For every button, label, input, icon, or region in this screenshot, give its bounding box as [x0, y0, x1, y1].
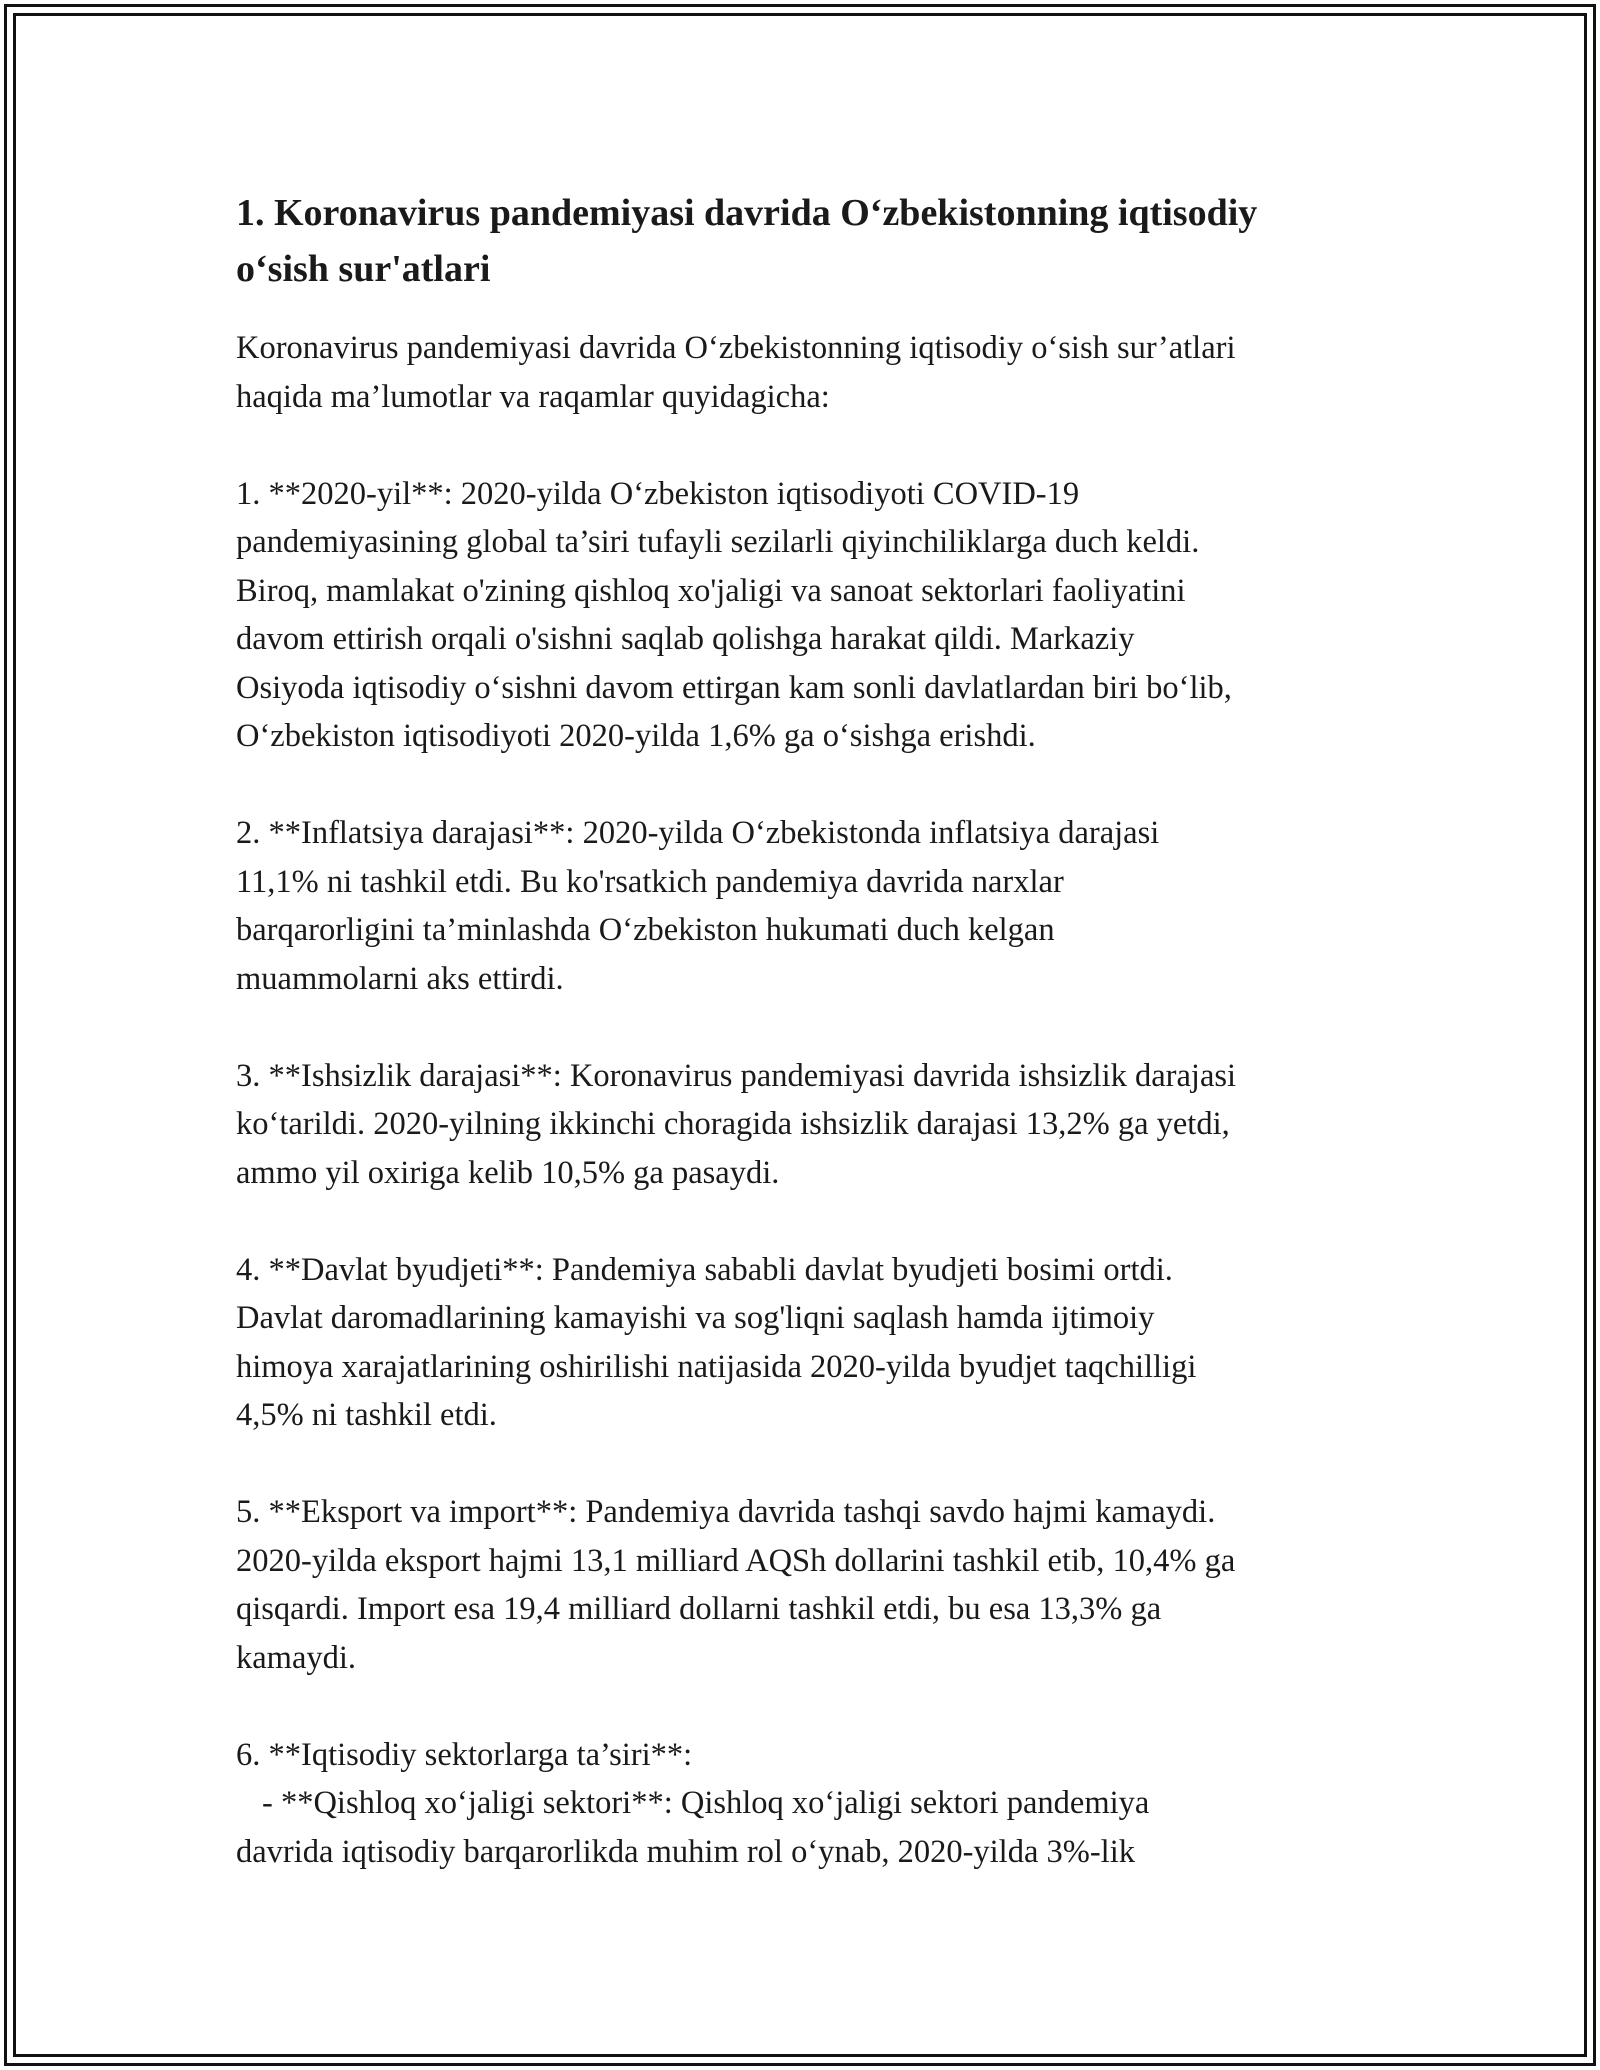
section-line: himoya xarajatlarining oshirilishi natijasida 2020-yilda byudjet taqchilligi — [236, 1348, 1197, 1385]
title-line: o‘sish sur'atlari — [236, 248, 491, 290]
paragraph-gap — [236, 1003, 1376, 1052]
section-line: 11,1% ni tashkil etdi. Bu ko'rsatkich pandemiya davrida narxlar — [236, 863, 1064, 900]
section-line: 3. **Ishsizlik darajasi**: Koronavirus pandemiyasi davrida ishsizlik darajasi — [236, 1057, 1237, 1094]
sub-item-line: - **Qishloq xo‘jaligi sektori**: Qishloq xo‘jaligi sektori pandemiya — [262, 1785, 1150, 1821]
section-line: 5. **Eksport va import**: Pandemiya davrida tashqi savdo hajmi kamaydi. — [236, 1494, 1216, 1530]
section-line: 2020-yilda eksport hajmi 13,1 milliard AQSh dollarini tashkil etib, 10,4% ga — [236, 1542, 1236, 1579]
document-body — [236, 185, 1376, 1876]
section-line: Davlat daromadlarining kamayishi va sog'liqni saqlash hamda ijtimoiy — [236, 1300, 1155, 1336]
section-line: O‘zbekiston iqtisodiyoti 2020-yilda 1,6% ga o‘sishga erishdi. — [236, 718, 1036, 754]
section-line: pandemiyasining global ta’siri tufayli sezilarli qiyinchiliklarga duch keldi. — [236, 524, 1200, 560]
section-line: 6. **Iqtisodiy sektorlarga ta’siri**: — [236, 1736, 693, 1773]
intro-paragraph — [236, 324, 1376, 421]
intro-line: Koronavirus pandemiyasi davrida O‘zbekistonning iqtisodiy o‘sish sur’atlari — [236, 330, 1236, 366]
section-line: barqarorligini ta’minlashda O‘zbekiston hukumati duch kelgan — [236, 912, 1055, 948]
section-line: 4,5% ni tashkil etdi. — [236, 1397, 497, 1433]
section-line: davom ettirish orqali o'sishni saqlab qolishga harakat qildi. Markaziy — [236, 621, 1135, 657]
section-line: ammo yil oxiriga kelib 10,5% ga pasaydi. — [236, 1154, 780, 1191]
section-line: qisqardi. Import esa 19,4 milliard dollarni tashkil etdi, bu esa 13,3% ga — [236, 1591, 1162, 1627]
section-line: Osiyoda iqtisodiy o‘sishni davom ettirgan kam sonli davlatlardan biri bo‘lib, — [236, 669, 1232, 706]
section-line: 4. **Davlat byudjeti**: Pandemiya sababli davlat byudjeti bosimi ortdi. — [236, 1251, 1173, 1288]
section-unemployment — [236, 1052, 1376, 1198]
section-state-budget — [236, 1246, 1376, 1440]
section-2020-growth — [236, 470, 1376, 761]
section-line: 1. **2020-yil**: 2020-yilda O‘zbekiston iqtisodiyoti COVID-19 — [236, 475, 1080, 512]
paragraph-gap — [236, 1682, 1376, 1731]
section-export-import — [236, 1488, 1376, 1682]
section-line: 2. **Inflatsiya darajasi**: 2020-yilda O‘zbekistonda inflatsiya darajasi — [236, 815, 1160, 851]
document-title — [236, 185, 1376, 297]
title-line: 1. Koronavirus pandemiyasi davrida O‘zbekistonning iqtisodiy — [236, 192, 1258, 234]
section-line: Biroq, mamlakat o'zining qishloq xo'jaligi va sanoat sektorlari faoliyatini — [236, 572, 1186, 609]
paragraph-gap — [236, 421, 1376, 470]
intro-line: haqida ma’lumotlar va raqamlar quyidagicha: — [236, 378, 830, 415]
section-inflation — [236, 809, 1376, 1003]
section-economic-sectors — [236, 1731, 1376, 1877]
paragraph-gap — [236, 1197, 1376, 1246]
section-line: muammolarni aks ettirdi. — [236, 960, 564, 997]
section-line: davrida iqtisodiy barqarorlikda muhim rol o‘ynab, 2020-yilda 3%-lik — [236, 1833, 1135, 1870]
paragraph-gap — [236, 761, 1376, 810]
paragraph-gap — [236, 1440, 1376, 1489]
section-line: ko‘tarildi. 2020-yilning ikkinchi choragida ishsizlik darajasi 13,2% ga yetdi, — [236, 1106, 1230, 1142]
section-line: kamaydi. — [236, 1639, 357, 1676]
